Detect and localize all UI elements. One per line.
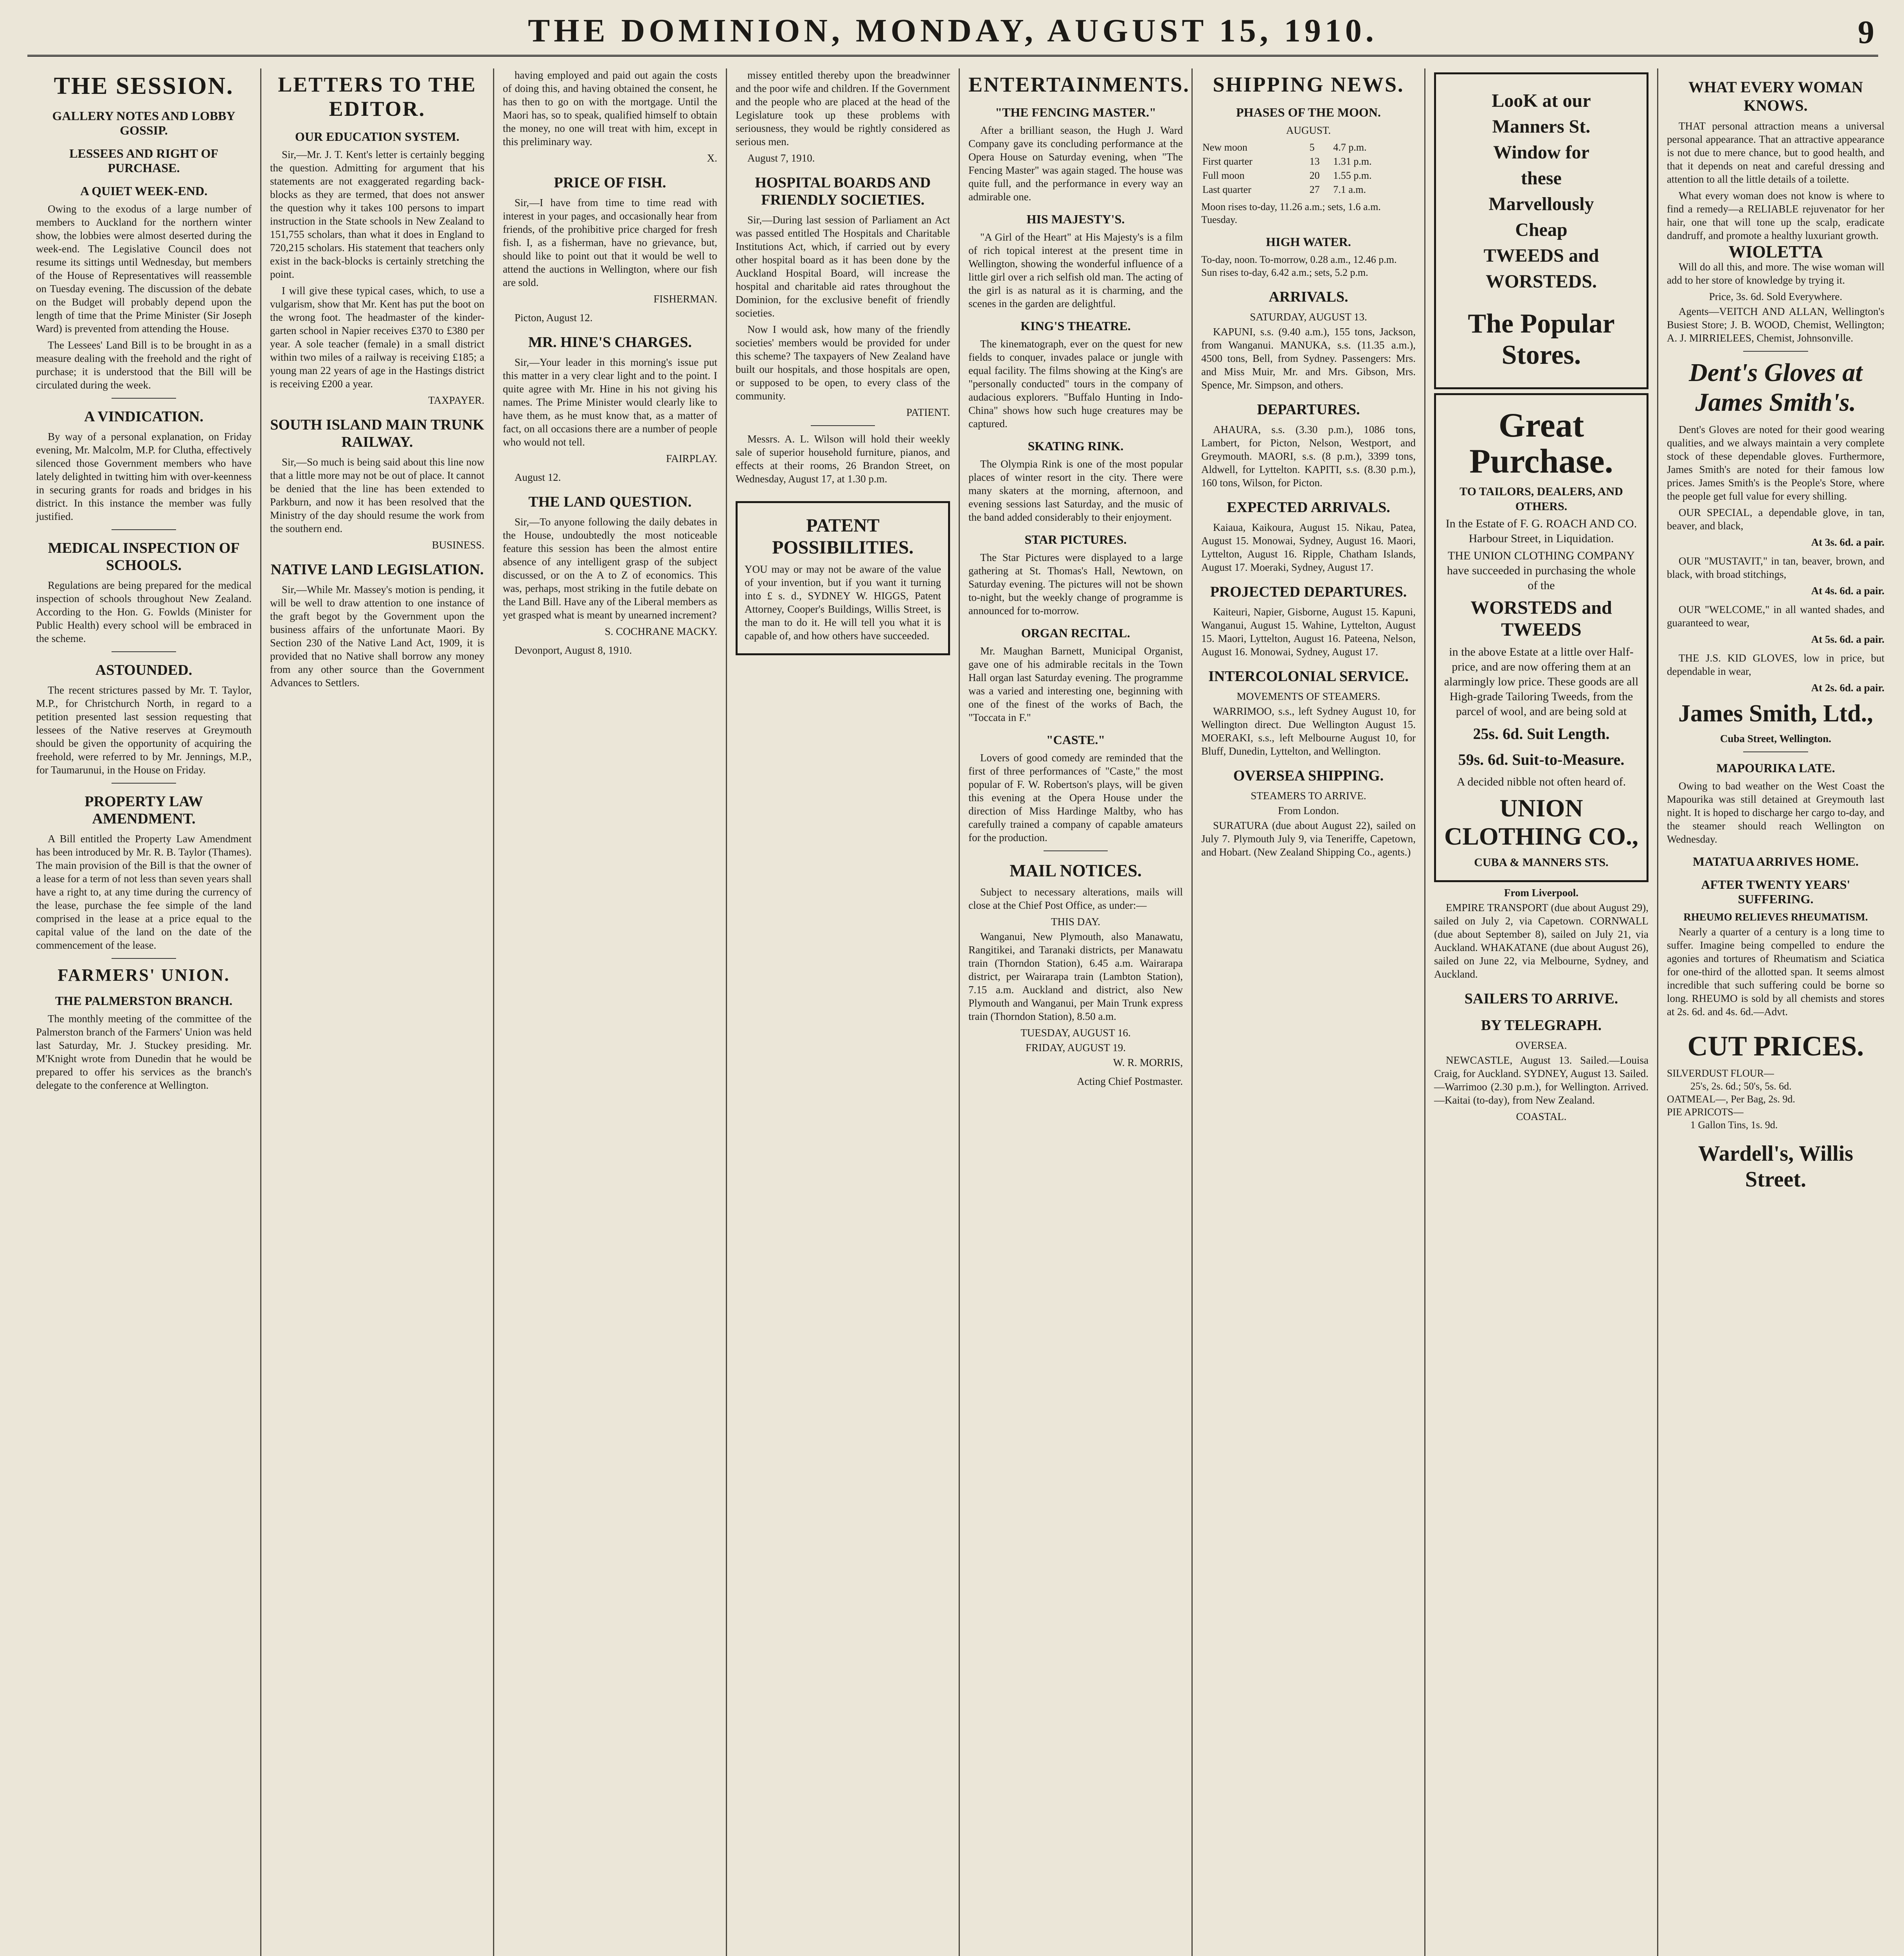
subheading: LESSEES AND RIGHT OF PURCHASE. xyxy=(69,146,218,175)
shipping-paragraph: WARRIMOO, s.s., left Sydney August 10, for Wellington direct. Due Wellington August 15. MOERAKI, s.s., left Melbourne August 10, for Bluff, Dunedin, Lyttelton, and Wellington. xyxy=(1201,705,1416,757)
article-heading: MEDICAL INSPECTION OF SCHOOLS. xyxy=(48,540,240,573)
subheading: SKATING RINK. xyxy=(1028,439,1124,453)
divider xyxy=(112,783,176,784)
mail-signature: W. R. MORRIS, xyxy=(1113,1057,1183,1068)
price-line: 1 Gallon Tins, 1s. 9d. xyxy=(1690,1119,1778,1131)
subheading: "CASTE." xyxy=(1046,733,1105,747)
ad-company: UNION CLOTHING CO., xyxy=(1444,794,1639,850)
divider xyxy=(112,398,176,399)
column-2 xyxy=(261,68,493,1956)
letter-signature: FISHERMAN. xyxy=(653,293,717,305)
subheading: AFTER TWENTY YEARS' SUFFERING. xyxy=(1701,877,1850,906)
mail-signature-title: Acting Chief Postmaster. xyxy=(1077,1075,1183,1087)
shipping-paragraph: SURATURA (due about August 22), sailed on July 7. Plymouth July 9, via Teneriffe, Capetown, and Hobart. (New Zealand Shipping Co., agents.) xyxy=(1201,820,1416,858)
great-purchase-advertisement xyxy=(1434,393,1648,882)
ad-line: LooK at our xyxy=(1492,90,1591,111)
subheading: HIS MAJESTY'S. xyxy=(1026,212,1125,226)
article-heading: EXPECTED ARRIVALS. xyxy=(1227,499,1390,516)
article-paragraph: Lovers of good comedy are reminded that the first of three performances of "Caste," the most popular of F. W. Robertson's plays, will be given this evening at the Opera House under the direction of Miss Hardinge Maltby, who has carefully trained a company of capable amateurs for the production. xyxy=(968,752,1183,843)
shipping-paragraph: NEWCASTLE, August 13. Sailed.—Louisa Craig, for Auckland. SYDNEY, August 13. Sailed.—Warrimoo (2.30 p.m.), for Wellington. Arrived.—Kaitai (to-day), from New Zealand. xyxy=(1434,1054,1648,1106)
column-6 xyxy=(1193,68,1424,1956)
letter-paragraph: missey entitled thereby upon the breadwinner and the poor wife and children. If the Government and the people who are placed at the head of the Legislature took up these problems with seriousness, they would be rightly considered as serious men. xyxy=(736,69,950,147)
article-heading: BY TELEGRAPH. xyxy=(1481,1017,1602,1034)
phase-date: 27 xyxy=(1309,184,1320,195)
ad-agents: Agents—VEITCH AND ALLAN, Wellington's Busiest Store; J. B. WOOD, Chemist, Wellington; A. J. MIRRIELEES, Chemist, Johnsonville. xyxy=(1667,306,1884,344)
ad-paragraph: What every woman does not know is where to find a remedy—a RELIABLE rejuvenator for her hair, one that will tone up the scalp, eradicate dandruff, and promote a healthy luxuriant growth. xyxy=(1667,190,1884,241)
ad-paragraph: OUR SPECIAL, a dependable glove, in tan, beaver, and black, xyxy=(1667,507,1884,532)
letter-signature: X. xyxy=(707,152,717,164)
article-heading: ARRIVALS. xyxy=(1269,289,1348,305)
sun-times: Sun rises to-day, 6.42 a.m.; sets, 5.2 p.m. xyxy=(1201,267,1368,278)
article-paragraph: "A Girl of the Heart" at His Majesty's is a film of rich topical interest at the present time in Wellington, showing the wonderful influence of a little girl over a rich selfish old man. The acting of the girl is as natural as it is charming, and the scenes in the garden are delightful. xyxy=(968,231,1183,309)
date-heading: SATURDAY, AUGUST 13. xyxy=(1250,311,1367,323)
article-heading: A VINDICATION. xyxy=(84,408,203,425)
section-heading: SHIPPING NEWS. xyxy=(1213,73,1404,96)
patent-advertisement xyxy=(736,501,950,655)
article-paragraph: Owing to the exodus of a large number of members to Auckland for the northern winter show, the lobbies were almost deserted during the week-end. The Legislative Council does not resume its sittings until Wednesday, but members of the House of Representatives will reassemble on Tuesday evening. The discussion of the debate on the Budget will probably depend upon the length of time that the Prime Minister (Sir Joseph Ward) is prevented from attending the House. xyxy=(36,203,252,334)
store-name: James Smith, Ltd., xyxy=(1678,700,1873,727)
section-heading: THE SESSION. xyxy=(54,73,234,99)
ad-note: A decided nibble not often heard of. xyxy=(1456,775,1626,788)
article-heading: OVERSEA SHIPPING. xyxy=(1233,768,1384,784)
subheading: OUR EDUCATION SYSTEM. xyxy=(295,129,459,144)
phase-time: 1.31 p.m. xyxy=(1333,156,1372,167)
letter-signature: PATIENT. xyxy=(906,406,950,418)
column-4 xyxy=(727,68,959,1956)
phase-date: 5 xyxy=(1309,142,1315,153)
origin-heading: From Liverpool. xyxy=(1504,887,1578,899)
letter-paragraph: Sir,—To anyone following the daily debates in the House, undoubtedly the most noticeable feature this session has been the almost entire absence of any intelligent grasp of the subject discussed, or on the A to Z of economics. This was, perhaps, most striking in the futile debate on the Land Bill. Have any of the Liberal members as yet grasped what is meant by unearned increment? xyxy=(503,516,717,621)
article-paragraph: After a brilliant season, the Hugh J. Ward Company gave its concluding performance at the Opera House on Saturday evening, when "The Fencing Master" was again staged. The house was quite full, and the performance in every way an admirable one. xyxy=(968,124,1183,203)
divider xyxy=(112,958,176,959)
advertisement-heading: WHAT EVERY WOMAN KNOWS. xyxy=(1688,78,1863,114)
letter-paragraph: Sir,—Mr. J. T. Kent's letter is certainly begging the question. Admitting for argument that his statements are not exaggerated regarding back-blocks as they are termed, that does not answer the question why it takes 100 persons to impart instruction in the State schools in New Zealand to 151,755 scholars, than what it does in England to 720,215 scholars. His statement that teachers only exist in the back-blocks is certainly stretching the point. xyxy=(270,149,484,280)
origin-heading: From London. xyxy=(1278,805,1339,816)
ad-price: 25s. 6d. Suit Length. xyxy=(1473,725,1610,742)
divider xyxy=(112,529,176,530)
article-heading: HOSPITAL BOARDS AND FRIENDLY SOCIETIES. xyxy=(755,174,931,208)
subheading: OVERSEA. xyxy=(1515,1039,1567,1051)
ad-line: Window for xyxy=(1493,142,1589,163)
ad-paragraph: Nearly a quarter of a century is a long time to suffer. Imagine being compelled to endure the agonies and tortures of Rheumatism and Sciatica for one-third of the allotted span. It seems almost incredible that such suffering could be borne so long. RHEUMO is sold by all chemists and stores at 2s. 6d. and 4s. 6d.—Advt. xyxy=(1667,926,1884,1018)
mail-day: FRIDAY, AUGUST 19. xyxy=(1025,1042,1126,1054)
article-heading: PROJECTED DEPARTURES. xyxy=(1210,584,1407,600)
letter-signature: S. COCHRANE MACKY. xyxy=(605,626,717,637)
ad-paragraph: OUR "MUSTAVIT," in tan, beaver, brown, and black, with broad stitchings, xyxy=(1667,555,1884,580)
ad-address: CUBA & MANNERS STS. xyxy=(1474,856,1609,869)
phase-date: 13 xyxy=(1309,156,1320,167)
shipping-paragraph: Kaiaua, Kaikoura, August 15. Nikau, Patea, August 15. Monowai, Sydney, August 16. Maori, Lyttelton, August 16. Ripple, Chatham Islands, August 17. Moeraki, Sydney, August 17. xyxy=(1201,521,1416,573)
ad-body: in the above Estate at a little over Half-price, and are now offering them at an alarmingly low price. These goods are all High-grade Tailoring Tweeds, from the parcel of wool, and are being sold at xyxy=(1444,645,1639,718)
patent-heading: PATENT POSSIBILITIES. xyxy=(772,515,914,558)
ad-subtitle: TO TAILORS, DEALERS, AND OTHERS. xyxy=(1459,485,1623,513)
page-number: 9 xyxy=(1858,14,1874,50)
table-row xyxy=(1202,169,1415,182)
phase-name: New moon xyxy=(1202,142,1247,153)
ad-body: THE UNION CLOTHING COMPANY have succeeded in purchasing the whole of the xyxy=(1447,549,1636,592)
letter-paragraph: Now I would ask, how many of the friendly societies' members would be provided for under this scheme? The taxpayers of New Zealand have built our hospitals, and those hospitals are open, or supposed to be open, to every class of the community. xyxy=(736,324,950,402)
subheading: MATATUA ARRIVES HOME. xyxy=(1692,854,1859,868)
article-heading: SOUTH ISLAND MAIN TRUNK RAILWAY. xyxy=(270,417,484,450)
article-paragraph: The kinematograph, ever on the quest for new fields to conquer, invades palace or jungle with equal facility. The films showing at the King's are "personally conducted" tours in the company of audacious explorers. "Buffalo Hunting in Indo-China" shows how such huge creatures may be captured. xyxy=(968,338,1183,430)
glove-price: At 3s. 6d. a pair. xyxy=(1811,536,1884,548)
letter-place: Picton, August 12. xyxy=(515,312,593,324)
subheading: GALLERY NOTES AND LOBBY GOSSIP. xyxy=(52,109,236,137)
ad-line: these xyxy=(1521,168,1562,189)
ad-line: Manners St. xyxy=(1492,116,1591,137)
subheading: A QUIET WEEK-END. xyxy=(80,184,208,198)
letter-paragraph: Sir,—While Mr. Massey's motion is pending, it will be well to draw attention to one instance of the graft begot by the Government upon the business affairs of the unfortunate Maori. By Section 230 of the Native Land Act, 1909, it is provided that no Native shall borrow any money from any other source than the Government Advances to Settlers. xyxy=(270,584,484,689)
article-heading: THE LAND QUESTION. xyxy=(528,494,692,510)
shipping-paragraph: EMPIRE TRANSPORT (due about August 29), sailed on July 2, via Capetown. CORNWALL (due about September 8), sailed on July 21, via Auckland. WHAKATANE (due about August 26), sailed on June 22, via Melbourne, Sydney, and Auckland. xyxy=(1434,902,1648,980)
letter-paragraph: Sir,—I have from time to time read with interest in your pages, and occasionally hear from friends, of the prohibitive price charged for fresh fish. I, as a fisherman, have no grievance, but, should like to point out that it would be well to attend the auctions in Wellington, where our fish are sold. xyxy=(503,197,717,288)
letter-signature: FAIRPLAY. xyxy=(666,453,717,464)
ad-price: 59s. 6d. Suit-to-Measure. xyxy=(1458,751,1625,768)
article-paragraph: The Lessees' Land Bill is to be brought in as a measure dealing with the freehold and the right of purchase; it is understood that the Bill will be circulated during the week. xyxy=(36,339,252,391)
phase-name: Last quarter xyxy=(1202,184,1251,195)
subheading: ORGAN RECITAL. xyxy=(1021,626,1130,640)
product-price: Price, 3s. 6d. Sold Everywhere. xyxy=(1709,291,1843,302)
ad-paragraph: THAT personal attraction means a universal personal appearance. That an attractive appearance is not due to mere chance, but to good health, and that it depends on neat and careful dressing and attention to all the little details of a toilette. xyxy=(1667,120,1884,185)
high-water: To-day, noon. To-morrow, 0.28 a.m., 12.46 p.m. xyxy=(1201,254,1397,265)
notice-paragraph: Messrs. A. L. Wilson will hold their weekly sale of superior household furniture, pianos, and effects at their rooms, 26 Brandon Street, on Wednesday, August 17, at 1.30 p.m. xyxy=(736,433,950,485)
popular-stores-advertisement xyxy=(1434,72,1648,389)
ad-paragraph: Dent's Gloves are noted for their good wearing qualities, and we always maintain a very complete stock of these dependable gloves. Furthermore, James Smith's are noted for their famous low prices. James Smith's is the People's Store, where the people get full value for every shilling. xyxy=(1667,424,1884,502)
letter-paragraph: Sir,—So much is being said about this line now that a little more may not be out of place. It cannot be denied that the line has been extended to Parkburn, and now it has been resolved that the Ministry of the day should resume the work from the southern end. xyxy=(270,456,484,534)
letter-place: Devonport, August 8, 1910. xyxy=(515,644,632,656)
divider xyxy=(1044,850,1108,851)
store-name: Wardell's, Willis Street. xyxy=(1698,1142,1854,1192)
price-line: OATMEAL—, Per Bag, 2s. 9d. xyxy=(1667,1093,1795,1105)
cut-prices-title: CUT PRICES. xyxy=(1687,1030,1864,1062)
ad-line: TWEEDS and xyxy=(1483,245,1599,266)
article-paragraph: The Olympia Rink is one of the most popular places of winter resort in the city. There were many skaters at the morning, afternoon, and evening sessions last Saturday, and the music of the band added considerably to their enjoyment. xyxy=(968,458,1183,523)
article-heading: NATIVE LAND LEGISLATION. xyxy=(270,561,484,578)
letter-signature: TAXPAYER. xyxy=(428,394,484,406)
column-5 xyxy=(960,68,1191,1956)
letter-date: August 12. xyxy=(515,471,561,483)
ad-paragraph: Will do all this, and more. The wise woman will add to her store of knowledge by trying it. xyxy=(1667,261,1884,286)
article-paragraph: By way of a personal explanation, on Friday evening, Mr. Malcolm, M.P. for Clutha, effectively silenced those Government members who have lately delighted in twitting him with over-keenness in securing grants for roads and bridges in his district. In this instance the member was fully justified. xyxy=(36,431,252,522)
letter-signature: BUSINESS. xyxy=(432,539,484,551)
masthead-title: THE DOMINION, MONDAY, AUGUST 15, 1910. xyxy=(528,13,1378,49)
mail-paragraph: Wanganui, New Plymouth, also Manawatu, Rangitikei, and Taranaki districts, per Manawatu train (Thorndon Station), 6.45 a.m. Wairarapa district, per Wairarapa train (Lambton Station), 7.15 a.m. Auckland and district, also New Plymouth and Wanganui, per Main Trunk express train (Thorndon Station), 8.50 a.m. xyxy=(968,931,1183,1022)
price-line: PIE APRICOTS— xyxy=(1667,1106,1744,1118)
section-heading: LETTERS TO THE EDITOR. xyxy=(278,73,477,120)
shipping-paragraph: Kaiteuri, Napier, Gisborne, August 15. Kapuni, Wanganui, August 15. Wahine, Lyttelton, August 15. Maori, Lyttelton, August 16. Pateena, Nelson, August 16. Monowai, Sydney, August 17. xyxy=(1201,606,1416,658)
subheading: STAR PICTURES. xyxy=(1024,532,1127,547)
column-7 xyxy=(1425,68,1657,1956)
subheading: RHEUMO RELIEVES RHEUMATISM. xyxy=(1683,911,1868,923)
ad-line: Marvellously xyxy=(1488,194,1594,214)
ad-footer: The Popular Stores. xyxy=(1468,309,1615,370)
article-heading: PRICE OF FISH. xyxy=(554,174,666,191)
store-address: Cuba Street, Wellington. xyxy=(1720,733,1832,744)
product-name: WIOLETTA xyxy=(1728,242,1823,261)
article-heading: INTERCOLONIAL SERVICE. xyxy=(1208,668,1409,685)
article-heading: MAIL NOTICES. xyxy=(1010,861,1142,880)
subheading: KING'S THEATRE. xyxy=(1020,319,1131,333)
glove-price: At 5s. 6d. a pair. xyxy=(1811,633,1884,645)
ad-estate: In the Estate of F. G. ROACH AND CO. Harbour Street, in Liquidation. xyxy=(1445,517,1637,545)
mail-day: TUESDAY, AUGUST 16. xyxy=(1020,1027,1131,1039)
subheading: THE PALMERSTON BRANCH. xyxy=(55,994,233,1008)
subheading: COASTAL. xyxy=(1516,1111,1567,1122)
table-row xyxy=(1202,141,1415,154)
table-row xyxy=(1202,155,1415,168)
divider xyxy=(1743,751,1809,752)
price-line: 25's, 2s. 6d.; 50's, 5s. 6d. xyxy=(1690,1080,1792,1092)
article-paragraph: The monthly meeting of the committee of the Palmerston branch of the Farmers' Union was held last Saturday, Mr. J. Stuckey presiding. Mr. M'Knight wrote from Dunedin that he would be prepared to offer his services as the branch's delegate to the conference at Wellington. xyxy=(36,1013,252,1091)
mail-intro: Subject to necessary alterations, mails will close at the Chief Post Office, as under:— xyxy=(968,886,1183,911)
phase-time: 7.1 a.m. xyxy=(1333,184,1366,195)
ad-title: Great Purchase. xyxy=(1469,406,1613,480)
letter-date: August 7, 1910. xyxy=(747,152,815,164)
article-heading: MR. HINE'S CHARGES. xyxy=(528,334,692,351)
moon-phases-table xyxy=(1201,140,1416,197)
ad-paragraph: THE J.S. KID GLOVES, low in price, but dependable in wear, xyxy=(1667,652,1884,677)
table-row xyxy=(1202,183,1415,196)
phases-month: AUGUST. xyxy=(1286,124,1331,136)
ad-line: WORSTEDS. xyxy=(1485,271,1597,292)
subheading: MOVEMENTS OF STEAMERS. xyxy=(1236,690,1380,702)
gloves-title: Dent's Gloves at James Smith's. xyxy=(1689,358,1863,417)
article-paragraph: Mr. Maughan Barnett, Municipal Organist, gave one of his admirable recitals in the Town Hall organ last Saturday evening. The programme was a varied and interesting one, beginning with one of the finest of the works of Bach, the "Toccata in F." xyxy=(968,645,1183,723)
shipping-paragraph: KAPUNI, s.s. (9.40 a.m.), 155 tons, Jackson, from Wanganui. MANUKA, s.s. (11.35 a.m.), 4500 tons, Bell, from Sydney. Passengers: Mrs. and Miss Muir, Mr. and Mrs. Gibson, Mrs. Spence, Mr. Simpson, and others. xyxy=(1201,326,1416,391)
divider xyxy=(1743,351,1809,352)
article-paragraph: The recent strictures passed by Mr. T. Taylor, M.P., for Christchurch North, in regard to a petition presented last session requesting that lessees of the Native reserves at Greymouth should be given the opportunity of acquiring the freehold, were referred to by Mr. Jennings, M.P., for Taumarunui, in the House on Friday. xyxy=(36,684,252,776)
phase-name: Full moon xyxy=(1202,170,1245,181)
moon-rises: Moon rises to-day, 11.26 a.m.; sets, 1.6 a.m. Tuesday. xyxy=(1201,201,1381,225)
article-paragraph: Regulations are being prepared for the medical inspection of schools throughout New Zealand. According to the Hon. G. Fowlds (Minister for Public Health) every school will be embraced in the scheme. xyxy=(36,579,252,644)
shipping-paragraph: AHAURA, s.s. (3.30 p.m.), 1086 tons, Lambert, for Picton, Nelson, Westport, and Greymouth. MAORI, s.s. (8 p.m.), 3399 tons, Aldwell, for Lyttelton. KAPITI, s.s. (8.30 p.m.), 160 tons, Wilson, for Picton. xyxy=(1201,424,1416,489)
column-8 xyxy=(1658,68,1893,1956)
section-heading: FARMERS' UNION. xyxy=(58,965,230,985)
article-heading: SAILERS TO ARRIVE. xyxy=(1464,991,1618,1007)
subheading: STEAMERS TO ARRIVE. xyxy=(1251,790,1366,802)
ad-paragraph: OUR "WELCOME," in all wanted shades, and guaranteed to wear, xyxy=(1667,604,1884,629)
subheading: MAPOURIKA LATE. xyxy=(1716,761,1835,775)
section-heading: ENTERTAINMENTS. xyxy=(968,73,1190,96)
letter-paragraph: Sir,—During last session of Parliament an Act was passed entitled The Hospitals and Charitable Institutions Act, which, if carried out by every other hospital board as it has been done by the Auckland Hospital Board, will increase the hospital and charitable aid rates throughout the Dominion, for the exclusive benefit of friendly societies. xyxy=(736,214,950,319)
article-heading: PROPERTY LAW AMENDMENT. xyxy=(85,793,203,827)
letter-paragraph: having employed and paid out again the costs of doing this, and having obtained the consent, he has then to go on with the mortgage. Until the Maori has, so to speak, qualified himself to obtain the money, no one will treat with him, except in this preliminary way. xyxy=(503,69,717,147)
ad-goods: WORSTEDS and TWEEDS xyxy=(1470,597,1612,640)
column-1 xyxy=(27,68,260,1956)
subheading: PHASES OF THE MOON. xyxy=(1236,105,1381,119)
divider xyxy=(811,425,875,426)
column-3 xyxy=(494,68,726,1956)
phase-name: First quarter xyxy=(1202,156,1253,167)
letter-paragraph: I will give these typical cases, which, to use a vulgarism, show that Mr. Kent has put the boot on the wrong foot. The headmaster of the kinder-garten school in Napier receives £370 to £380 per year. A sole teacher (female) in a small district within two miles of a railway is receiving £185; a young man 22 years of age in the Hastings district is receiving £200 a year. xyxy=(270,285,484,390)
article-heading: DEPARTURES. xyxy=(1257,401,1360,418)
phase-time: 1.55 p.m. xyxy=(1333,170,1372,181)
phase-time: 4.7 p.m. xyxy=(1333,142,1367,153)
subheading: "THE FENCING MASTER." xyxy=(995,105,1156,119)
article-paragraph: A Bill entitled the Property Law Amendment has been introduced by Mr. R. B. Taylor (Thames). The main provision of the Bill is that the owner of a lease for a term of not less than seven years shall have a right to, at any time during the currency of the lease, purchase the fee simple of the land comprised in the lease at a price equal to the capital value of the land on the date of the commencement of the lease. xyxy=(36,833,252,951)
article-paragraph: The Star Pictures were displayed to a large gathering at St. Thomas's Hall, Newtown, on Saturday evening. The pictures will not be shown to-night, but the weekly change of programme is announced for to-morrow. xyxy=(968,552,1183,617)
phase-date: 20 xyxy=(1309,170,1320,181)
patent-text: YOU may or may not be aware of the value of your invention, but if you want it turning into £ s. d., SYDNEY W. HIGGS, Patent Attorney, Cooper's Buildings, Willis Street, is the man to do it. He will tell you what it is capable of, and how others have succeeded. xyxy=(745,563,941,642)
glove-price: At 2s. 6d. a pair. xyxy=(1811,682,1884,694)
glove-price: At 4s. 6d. a pair. xyxy=(1811,585,1884,597)
price-line: SILVERDUST FLOUR— xyxy=(1667,1068,1774,1079)
subheading: HIGH WATER. xyxy=(1266,235,1351,249)
article-paragraph: Owing to bad weather on the West Coast the Mapourika was still detained at Greymouth last night. It is hoped to discharge her cargo to-day, and the steamer should reach Wellington on Wednesday. xyxy=(1667,780,1884,845)
divider xyxy=(112,651,176,652)
mail-day: THIS DAY. xyxy=(1051,916,1101,928)
letter-paragraph: Sir,—Your leader in this morning's issue put this matter in a very clear light and to the point. I quite agree with Mr. Hine in his not giving his names. The Prime Minister would clearly like to have them, as he must know that, as a matter of fact, on all occasions there are a number of people who would not tell. xyxy=(503,356,717,448)
masthead xyxy=(27,8,1878,57)
ad-line: Cheap xyxy=(1515,219,1567,240)
article-heading: ASTOUNDED. xyxy=(95,662,193,678)
